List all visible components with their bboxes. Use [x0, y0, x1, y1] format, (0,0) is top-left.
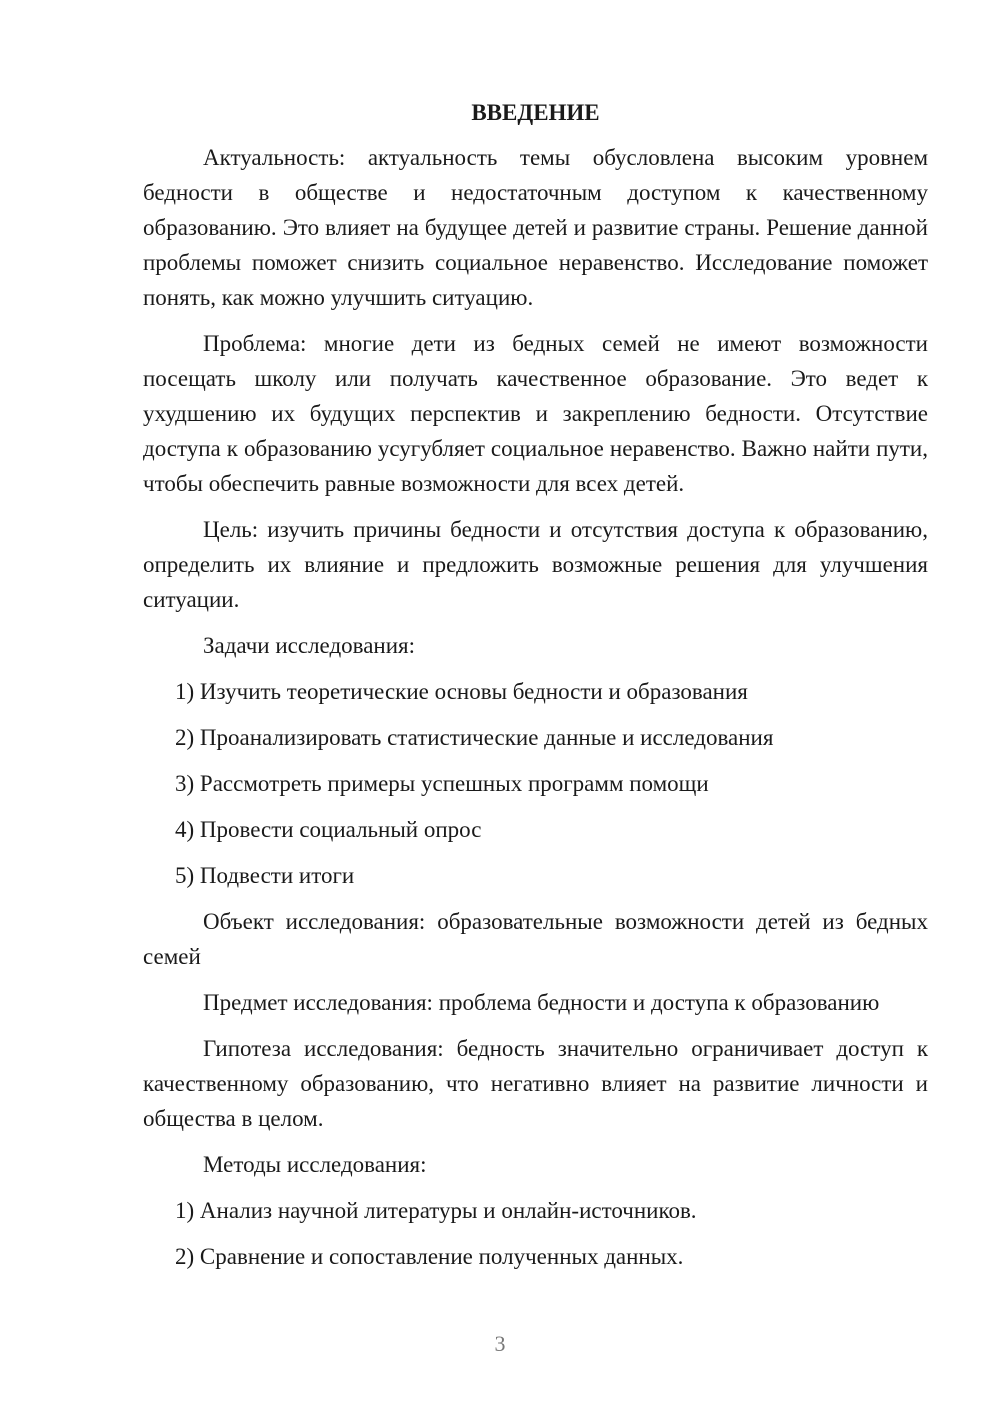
- subject-paragraph: Предмет исследования: проблема бедности и доступа к образованию: [203, 990, 880, 1015]
- tasks-heading: Задачи исследования:: [203, 633, 416, 658]
- hypothesis-paragraph: Гипотеза исследования: бедность значительно ограничивает доступ к качественному образованию, что негативно влияет на развитие личности и общества в целом.: [143, 1036, 928, 1131]
- tasks-list: [143, 674, 928, 893]
- problem-paragraph: Проблема: многие дети из бедных семей не имеют возможности посещать школу или получать качественное образование. Это ведет к ухудшению их будущих перспектив и закреплению бедности. Отсутствие доступа к образованию усугубляет социальное неравенство. Важно найти пути, чтобы обеспечить равные возможности для всех детей.: [143, 331, 928, 496]
- page-number: 3: [494, 1331, 506, 1356]
- methods-heading: Методы исследования:: [203, 1152, 427, 1177]
- list-item: 4) Провести социальный опрос: [175, 817, 482, 842]
- list-item: 5) Подвести итоги: [175, 863, 355, 888]
- list-item: 2) Проанализировать статистические данные и исследования: [175, 725, 774, 750]
- document-page: [143, 95, 928, 1285]
- page-title: ВВЕДЕНИЕ: [471, 100, 600, 125]
- list-item: 3) Рассмотреть примеры успешных программ помощи: [175, 771, 709, 796]
- object-paragraph: Объект исследования: образовательные возможности детей из бедных семей: [143, 909, 928, 969]
- list-item: 1) Изучить теоретические основы бедности и образования: [175, 679, 748, 704]
- methods-list: [143, 1193, 928, 1274]
- relevance-paragraph: Актуальность: актуальность темы обусловлена высоким уровнем бедности в обществе и недостаточным доступом к качественному образованию. Это влияет на будущее детей и развитие страны. Решение данной проблемы поможет снизить социальное неравенство. Исследование поможет понять, как можно улучшить ситуацию.: [143, 145, 928, 310]
- goal-paragraph: Цель: изучить причины бедности и отсутствия доступа к образованию, определить их влияние и предложить возможные решения для улучшения ситуации.: [143, 517, 928, 612]
- list-item: 1) Анализ научной литературы и онлайн-источников.: [175, 1198, 697, 1223]
- list-item: 2) Сравнение и сопоставление полученных данных.: [175, 1244, 684, 1269]
